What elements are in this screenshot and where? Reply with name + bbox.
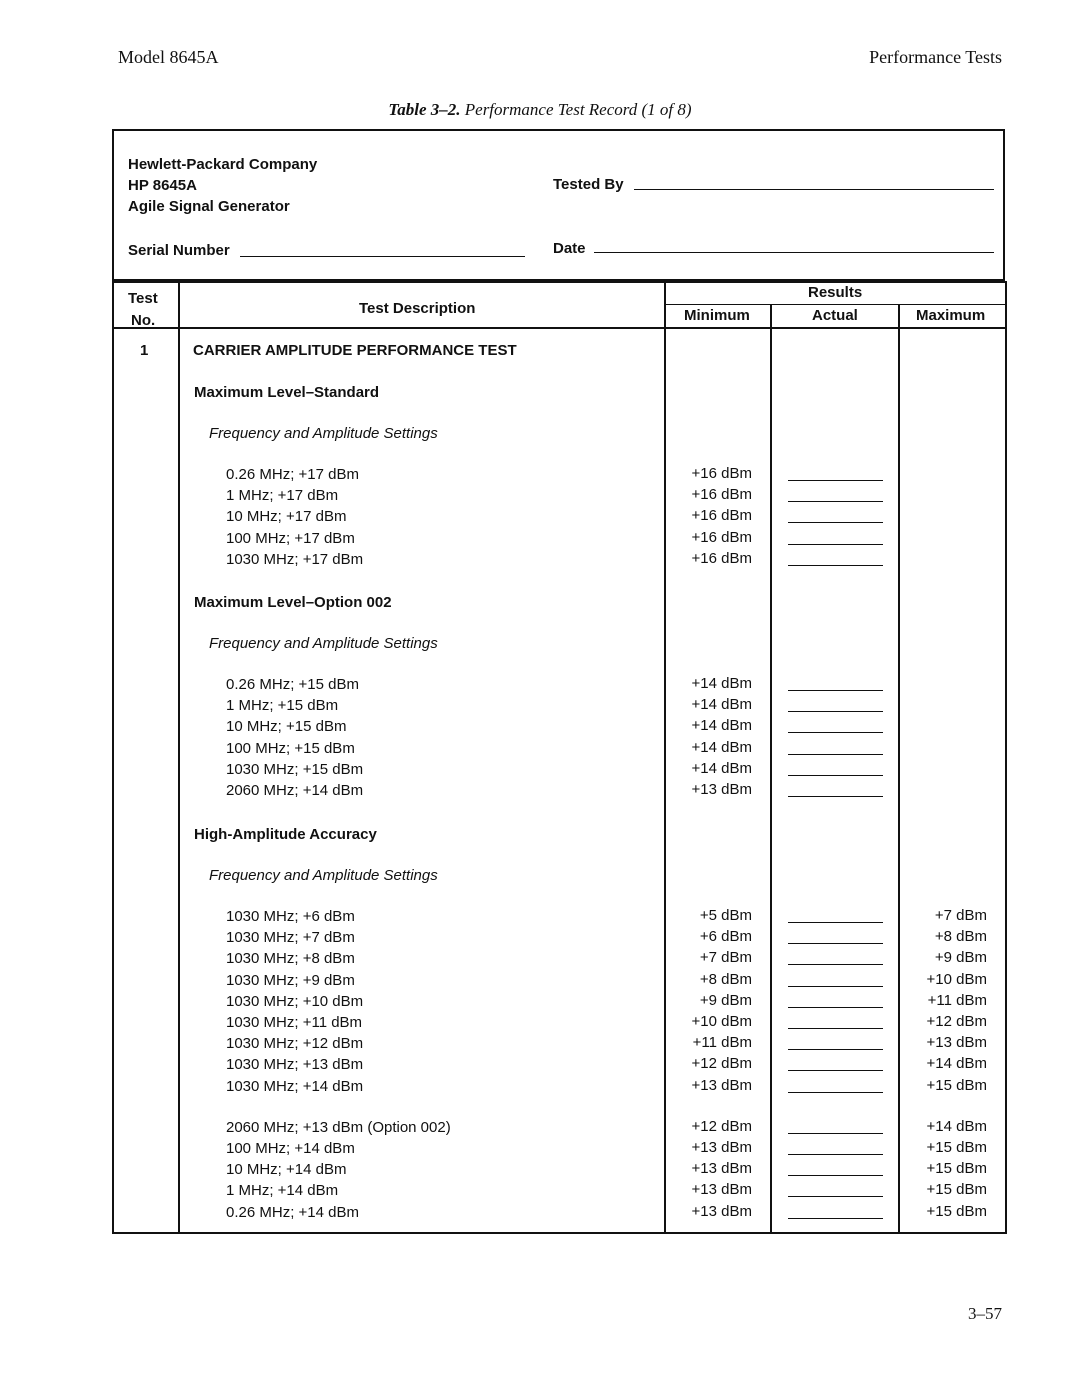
row-maximum: +15 dBm [926, 1139, 987, 1156]
row-setting: 1030 MHz; +11 dBm [226, 1014, 363, 1031]
row-minimum: +12 dBm [691, 1117, 752, 1135]
row-setting: 1030 MHz; +12 dBm [226, 1035, 364, 1053]
row-setting: 0.26 MHz; +17 dBm [226, 466, 359, 483]
row-maximum: +14 dBm [926, 1055, 987, 1073]
row-maximum: +9 dBm [934, 949, 987, 967]
row-minimum: +14 dBm [691, 696, 752, 714]
row-minimum: +14 dBm [691, 675, 752, 692]
company-name: Hewlett-Packard Company [128, 156, 318, 173]
row-setting: 1030 MHz; +6 dBm [226, 908, 355, 925]
table-caption [0, 100, 1080, 120]
row-minimum: +11 dBm [692, 1034, 752, 1052]
col-description: Test Description [359, 300, 476, 317]
tested-by-label: Tested By [553, 176, 624, 193]
row-setting: 10 MHz; +15 dBm [226, 718, 347, 736]
row-minimum: +10 dBm [691, 1013, 752, 1030]
row-maximum: +13 dBm [926, 1034, 987, 1052]
row-maximum: +15 dBm [926, 1160, 987, 1178]
row-maximum: +15 dBm [926, 1076, 987, 1094]
divider-actual [898, 305, 900, 1234]
date-field[interactable] [594, 252, 994, 253]
row-setting: 100 MHz; +14 dBm [226, 1140, 355, 1157]
section-subtitle: Frequency and Amplitude Settings [209, 867, 438, 884]
row-setting: 100 MHz; +15 dBm [226, 739, 355, 757]
row-maximum: +8 dBm [934, 928, 987, 946]
row-setting: 2060 MHz; +14 dBm [226, 782, 364, 799]
row-setting: 1030 MHz; +8 dBm [226, 950, 355, 968]
row-minimum: +9 dBm [699, 991, 752, 1009]
row-maximum: +11 dBm [927, 991, 987, 1009]
col-maximum: Maximum [916, 307, 986, 324]
header-divider [112, 327, 1007, 329]
row-setting: 0.26 MHz; +14 dBm [226, 1203, 359, 1221]
row-minimum: +13 dBm [691, 1202, 752, 1220]
row-minimum: +6 dBm [699, 928, 752, 946]
actual-entry-field[interactable] [788, 775, 883, 776]
row-setting: 1030 MHz; +7 dBm [226, 929, 355, 947]
row-minimum: +13 dBm [691, 1076, 752, 1094]
col-test: Test [128, 290, 158, 307]
row-maximum: +15 dBm [926, 1181, 987, 1199]
section-title: Maximum Level–Standard [194, 384, 380, 401]
actual-entry-field[interactable] [788, 690, 883, 691]
row-minimum: +8 dBm [699, 970, 752, 988]
row-minimum: +13 dBm [691, 1160, 752, 1178]
section-subtitle: Frequency and Amplitude Settings [209, 425, 438, 442]
divider-test-no [178, 281, 180, 1234]
serial-number-field[interactable] [240, 256, 525, 257]
product-name: Agile Signal Generator [128, 198, 290, 215]
row-minimum: +13 dBm [691, 1139, 752, 1156]
row-minimum: +16 dBm [691, 465, 752, 482]
page-number: 3–57 [968, 1304, 1002, 1323]
row-maximum: +7 dBm [934, 907, 987, 924]
actual-entry-field[interactable] [788, 565, 883, 566]
col-minimum: Minimum [684, 307, 750, 324]
row-setting: 0.26 MHz; +15 dBm [226, 676, 359, 693]
caption-text: Performance Test Record (1 of 8) [464, 100, 692, 119]
test-title: CARRIER AMPLITUDE PERFORMANCE TEST [193, 342, 517, 359]
row-setting: 1030 MHz; +9 dBm [226, 971, 355, 989]
serial-number-label: Serial Number [128, 242, 230, 259]
row-maximum: +12 dBm [926, 1013, 987, 1030]
results-divider [664, 304, 1007, 305]
actual-entry-field[interactable] [788, 522, 883, 523]
actual-entry-field[interactable] [788, 732, 883, 733]
row-setting: 1 MHz; +17 dBm [226, 487, 339, 505]
row-minimum: +14 dBm [691, 717, 752, 735]
actual-entry-field[interactable] [788, 711, 883, 712]
header-model: Model 8645A [118, 47, 219, 67]
test-number: 1 [140, 342, 149, 359]
date-label: Date [553, 240, 586, 257]
row-setting: 1030 MHz; +14 dBm [226, 1077, 364, 1095]
row-minimum: +16 dBm [691, 549, 752, 567]
actual-entry-field[interactable] [788, 544, 883, 545]
divider-minimum [770, 305, 772, 1234]
row-minimum: +13 dBm [691, 781, 752, 798]
tested-by-field[interactable] [634, 189, 994, 190]
header-section: Performance Tests [869, 47, 1002, 67]
row-minimum: +14 dBm [691, 738, 752, 756]
row-maximum: +10 dBm [926, 970, 987, 988]
col-results: Results [808, 284, 863, 301]
row-setting: 2060 MHz; +13 dBm (Option 002) [226, 1118, 451, 1136]
row-minimum: +5 dBm [699, 907, 752, 924]
row-setting: 1030 MHz; +10 dBm [226, 992, 364, 1010]
row-maximum: +14 dBm [926, 1117, 987, 1135]
actual-entry-field[interactable] [788, 480, 883, 481]
col-no: No. [131, 312, 156, 329]
row-minimum: +16 dBm [691, 528, 752, 546]
row-setting: 1030 MHz; +13 dBm [226, 1056, 364, 1074]
actual-entry-field[interactable] [788, 796, 883, 797]
row-setting: 10 MHz; +17 dBm [226, 508, 347, 526]
row-minimum: +7 dBm [699, 949, 752, 967]
actual-entry-field[interactable] [788, 501, 883, 502]
model-name: HP 8645A [128, 177, 197, 194]
section-title: Maximum Level–Option 002 [194, 594, 392, 611]
row-setting: 1 MHz; +14 dBm [226, 1182, 339, 1200]
row-minimum: +12 dBm [691, 1055, 752, 1073]
col-actual: Actual [812, 307, 858, 324]
section-title: High-Amplitude Accuracy [194, 826, 377, 843]
row-minimum: +14 dBm [691, 759, 752, 777]
row-setting: 100 MHz; +17 dBm [226, 529, 355, 547]
row-setting: 1030 MHz; +17 dBm [226, 550, 364, 568]
row-minimum: +13 dBm [691, 1181, 752, 1199]
row-maximum: +15 dBm [926, 1202, 987, 1220]
row-setting: 1 MHz; +15 dBm [226, 697, 339, 715]
row-minimum: +16 dBm [691, 486, 752, 504]
row-setting: 1030 MHz; +15 dBm [226, 760, 364, 778]
row-setting: 10 MHz; +14 dBm [226, 1161, 347, 1179]
row-minimum: +16 dBm [691, 507, 752, 525]
caption-label: Table 3–2. [388, 100, 461, 119]
actual-entry-field[interactable] [788, 754, 883, 755]
section-subtitle: Frequency and Amplitude Settings [209, 635, 438, 652]
